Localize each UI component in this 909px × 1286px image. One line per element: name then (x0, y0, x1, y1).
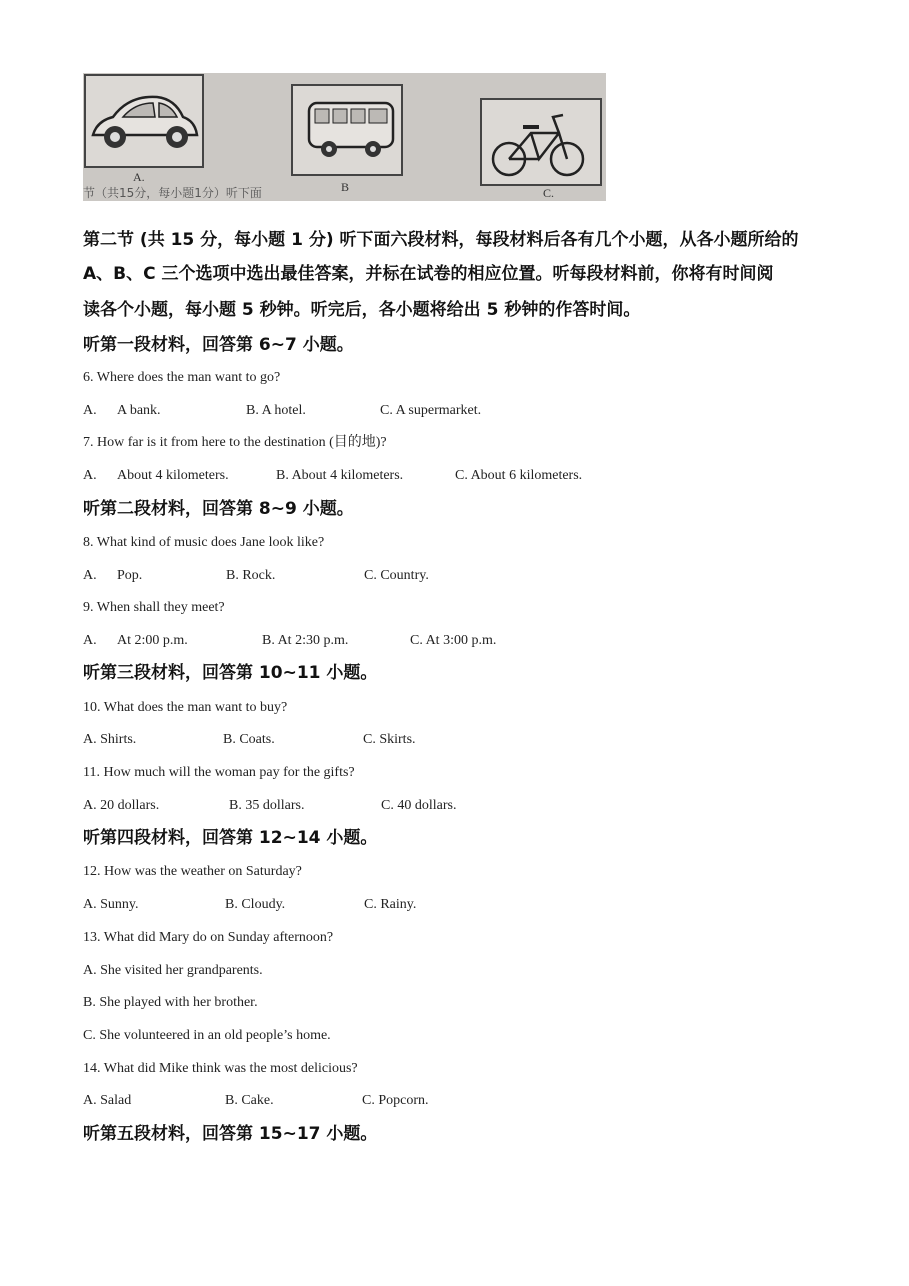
option-14-a: A. Salad (83, 1093, 132, 1108)
part-heading-3: 听第三段材料，回答第 10~11 小题。 (83, 663, 378, 683)
option-10-c: C. Skirts. (363, 732, 416, 747)
question-11: 11. How much will the woman pay for the gifts? (83, 765, 355, 780)
question-13: 13. What did Mary do on Sunday afternoon? (83, 930, 334, 945)
option-12-a: A. Sunny. (83, 897, 139, 912)
section-line-2: A、B、C 三个选项中选出最佳答案，并标在试卷的相应位置。听每段材料前，你将有时间阅 (83, 264, 774, 284)
option-10-a: A. Shirts. (83, 732, 137, 747)
option-8-b: B. Rock. (226, 568, 276, 583)
question-14: 14. What did Mike think was the most delicious? (83, 1061, 358, 1076)
option-8-a-label: A. (83, 568, 97, 583)
option-10-b: B. Coats. (223, 732, 275, 747)
option-7-a-label: A. (83, 468, 97, 483)
option-8-a: Pop. (117, 568, 143, 583)
option-14-c: C. Popcorn. (362, 1093, 429, 1108)
option-9-b: B. At 2:30 p.m. (262, 633, 349, 648)
section-line-3: 读各个小题，每小题 5 秒钟。听完后，各小题将给出 5 秒钟的作答时间。 (83, 300, 641, 320)
section-line-1: 第二节 (共 15 分，每小题 1 分) 听下面六段材料，每段材料后各有几个小题，从各小题所给的 (83, 230, 799, 250)
part-heading-5: 听第五段材料，回答第 15~17 小题。 (83, 1124, 378, 1144)
option-13-b: B. She played with her brother. (83, 995, 258, 1010)
picture-options (83, 73, 606, 201)
option-11-c: C. 40 dollars. (381, 798, 457, 813)
option-14-b: B. Cake. (225, 1093, 274, 1108)
option-6-b: B. A hotel. (246, 403, 306, 418)
option-6-a: A bank. (117, 403, 161, 418)
bicycle-picture (481, 99, 601, 185)
question-7: 7. How far is it from here to the destination (目的地)? (83, 435, 387, 450)
question-10: 10. What does the man want to buy? (83, 700, 288, 715)
bus-picture (292, 85, 402, 175)
option-11-a: A. 20 dollars. (83, 798, 160, 813)
option-7-b: B. About 4 kilometers. (276, 468, 404, 483)
question-12: 12. How was the weather on Saturday? (83, 864, 302, 879)
question-9: 9. When shall they meet? (83, 600, 225, 615)
option-9-a: At 2:00 p.m. (117, 633, 188, 648)
option-11-b: B. 35 dollars. (229, 798, 305, 813)
option-7-a: About 4 kilometers. (117, 468, 229, 483)
part-heading-1: 听第一段材料，回答第 6~7 小题。 (83, 335, 354, 355)
question-8: 8. What kind of music does Jane look like? (83, 535, 325, 550)
part-heading-4: 听第四段材料，回答第 12~14 小题。 (83, 828, 378, 848)
question-6: 6. Where does the man want to go? (83, 370, 281, 385)
option-13-a: A. She visited her grandparents. (83, 963, 263, 978)
option-6-a-label: A. (83, 403, 97, 418)
figure-strip-text: 节（共15分，每小题1分）听下面 (83, 186, 262, 200)
option-9-c: C. At 3:00 p.m. (410, 633, 497, 648)
part-heading-2: 听第二段材料，回答第 8~9 小题。 (83, 499, 354, 519)
option-12-c: C. Rainy. (364, 897, 417, 912)
option-7-c: C. About 6 kilometers. (455, 468, 583, 483)
option-8-c: C. Country. (364, 568, 429, 583)
option-9-a-label: A. (83, 633, 97, 648)
car-picture (85, 75, 203, 167)
figure-label-b: B (341, 180, 350, 194)
option-13-c: C. She volunteered in an old people’s home. (83, 1028, 331, 1043)
option-12-b: B. Cloudy. (225, 897, 286, 912)
figure-label-a: A. (133, 170, 145, 184)
figure-label-c: C. (543, 186, 555, 200)
option-6-c: C. A supermarket. (380, 403, 482, 418)
